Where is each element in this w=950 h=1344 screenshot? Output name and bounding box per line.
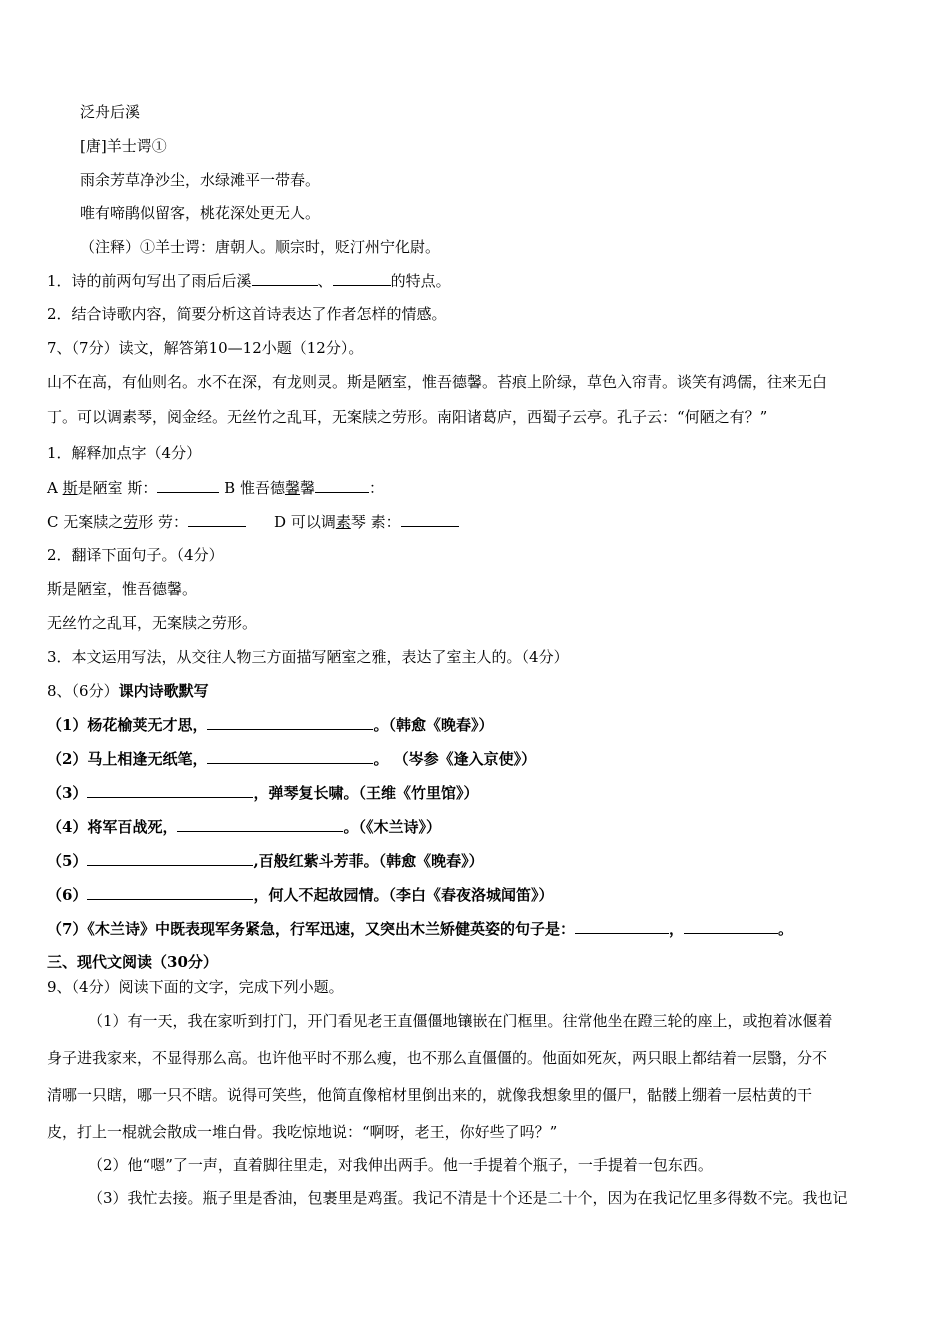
subquestion-3: 3．本文运用写法，从交往人物三方面描写陋室之雅，表达了室主人的。（4分）	[47, 648, 569, 666]
answer-blank[interactable]	[207, 748, 373, 764]
passage-line-1: 山不在高，有仙则名。水不在深，有龙则灵。斯是陋室，惟吾德馨。苔痕上阶绿，草色入帘青。谈笑有鸿儒，往来无白	[47, 373, 828, 391]
answer-blank[interactable]	[684, 918, 778, 934]
paragraph-2: （2）他“嗯”了一声，直着脚往里走，对我伸出两手。他一手提着个瓶子，一手提着一包东西。	[88, 1156, 713, 1174]
answer-blank[interactable]	[333, 270, 391, 286]
poem-question-2: 2．结合诗歌内容，简要分析这首诗表达了作者怎样的情感。	[47, 305, 447, 323]
poem-title: 泛舟后溪	[80, 103, 141, 121]
recite-item-4: （4）将军百战死， 。（《木兰诗》）	[47, 818, 441, 836]
poem-line-2: 唯有啼鹃似留客，桃花深处更无人。	[80, 204, 321, 222]
recite-item-5: （5） ,百般红紫斗芳菲。（韩愈《晚春》）	[47, 852, 484, 870]
question-9-heading: 9、（4分）阅读下面的文字，完成下列小题。	[47, 978, 344, 996]
paragraph-1-line-2: 身子进我家来，不显得那么高。也许他平时不那么瘦，也不那么直僵僵的。他面如死灰，两只眼上都结着一层翳，分不	[47, 1049, 828, 1067]
recite-item-3: （3） ，弹琴复长啸。（王维《竹里馆》）	[47, 784, 479, 802]
answer-blank[interactable]	[177, 816, 343, 832]
recite-item-6: （6） ，何人不起故园情。（李白《春夜洛城闻笛》）	[47, 886, 554, 904]
paragraph-3: （3）我忙去接。瓶子里是香油，包裹里是鸡蛋。我记不清是十个还是二十个，因为在我记忆里多得数不完。我也记	[88, 1189, 848, 1207]
translate-sentence-2: 无丝竹之乱耳，无案牍之劳形。	[47, 614, 258, 632]
answer-blank[interactable]	[575, 918, 669, 934]
poem-note: （注释）①羊士谔：唐朝人。顺宗时，贬汀州宁化尉。	[80, 238, 441, 256]
question-7-heading: 7、（7分）读文，解答第10—12小题（12分）。	[47, 339, 364, 357]
subquestion-1: 1．解释加点字（4分）	[47, 444, 202, 462]
passage-line-2: 丁。可以调素琴，阅金经。无丝竹之乱耳，无案牍之劳形。南阳诸葛庐，西蜀子云亭。孔子云：“何陋之有？”	[47, 408, 768, 426]
answer-blank[interactable]	[87, 850, 253, 866]
translate-sentence-1: 斯是陋室，惟吾德馨。	[47, 580, 198, 598]
answer-blank[interactable]	[207, 714, 373, 730]
poem-author: [唐]羊士谔①	[80, 137, 167, 155]
item-c-d: C 无案牍之劳形 劳： D 可以调素琴 素：	[47, 511, 459, 532]
recite-item-7: （7）《木兰诗》中既表现军务紧急，行军迅速，又突出木兰矫健英姿的句子是： ， 。	[47, 920, 793, 938]
answer-blank[interactable]	[87, 884, 253, 900]
recite-item-1: （1）杨花榆荚无才思， 。（韩愈《晚春》）	[47, 716, 494, 734]
answer-blank[interactable]	[315, 477, 369, 493]
answer-blank[interactable]	[252, 270, 318, 286]
section-3-heading: 三、现代文阅读（30分）	[47, 953, 218, 971]
subquestion-2: 2．翻译下面句子。（4分）	[47, 546, 224, 564]
paragraph-1-line-3: 清哪一只瞎，哪一只不瞎。说得可笑些，他简直像棺材里倒出来的，就像我想象里的僵尸，骷髅上绷着一层枯黄的干	[47, 1086, 813, 1104]
poem-question-1: 1．诗的前两句写出了雨后后溪 、 的特点。	[47, 272, 451, 290]
answer-blank[interactable]	[157, 477, 219, 493]
paragraph-1-line-4: 皮，打上一棍就会散成一堆白骨。我吃惊地说：“啊呀，老王，你好些了吗？”	[47, 1123, 558, 1141]
answer-blank[interactable]	[188, 511, 246, 527]
paragraph-1-line-1: （1）有一天，我在家听到打门，开门看见老王直僵僵地镶嵌在门框里。往常他坐在蹬三轮的座上，或抱着冰偃着	[88, 1012, 833, 1030]
item-a-b: A 斯是陋室 斯： B 惟吾德馨馨 ：	[47, 479, 385, 497]
poem-line-1: 雨余芳草净沙尘，水绿滩平一带春。	[80, 171, 321, 189]
answer-blank[interactable]	[87, 782, 253, 798]
answer-blank[interactable]	[401, 511, 459, 527]
recite-item-2: （2）马上相逢无纸笔， 。 （岑参《逢入京使》）	[47, 750, 537, 768]
question-8-heading: 8、（6分）课内诗歌默写	[47, 682, 209, 700]
